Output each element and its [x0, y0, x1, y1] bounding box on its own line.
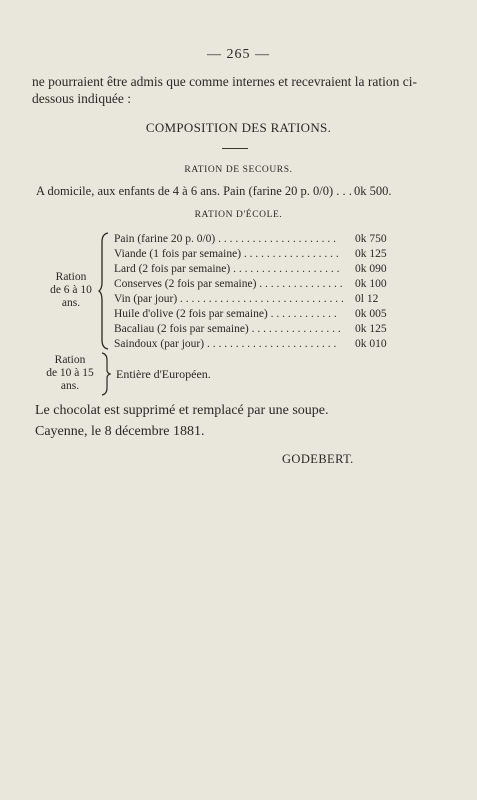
ration-row — [114, 323, 444, 338]
ration-row — [114, 278, 444, 293]
secours-text: A domicile, aux enfants de 4 à 6 ans. Pain (farine 20 p. 0/0) . . . — [36, 184, 352, 198]
ration-row — [114, 263, 444, 278]
ration-item-value: 0l 12 — [355, 293, 379, 305]
ration-item-value: 0k 750 — [355, 233, 387, 245]
section-title: COMPOSITION DES RATIONS. — [145, 120, 332, 135]
ration-row — [114, 308, 444, 323]
group-label-line: de 6 à 10 — [50, 284, 92, 296]
ration-row — [114, 248, 444, 263]
secours-value: 0k 500. — [354, 184, 392, 198]
signature: GODEBERT. — [282, 452, 354, 466]
brace-group-2 — [101, 352, 111, 396]
page-number: — 265 — — [207, 47, 270, 62]
ration-item-label: Lard (2 fois par semaine) . . . . . . . . . . . . . . . . . . . — [114, 263, 340, 275]
group-label-line: ans. — [60, 380, 80, 392]
ecole-heading: RATION D'ÉCOLE. — [194, 210, 283, 220]
ration-item-value: 0k 005 — [355, 308, 387, 320]
secours-heading: RATION DE SECOURS. — [184, 165, 293, 175]
closing-line-1: Le chocolat est supprimé et remplacé par une soupe. — [35, 403, 329, 418]
group-label-6-10 — [46, 271, 96, 310]
brace-group-1 — [98, 232, 110, 350]
group-label-line: Ration — [54, 354, 86, 366]
ration-item-value: 0k 010 — [355, 338, 387, 350]
ration-item-value: 0k 125 — [355, 323, 387, 335]
ration-item-label: Bacaliau (2 fois par semaine) . . . . . . . . . . . . . . . . — [114, 323, 341, 335]
ration-item-label: Pain (farine 20 p. 0/0) . . . . . . . . . . . . . . . . . . . . . — [114, 233, 336, 245]
ration-item-value: 0k 100 — [355, 278, 387, 290]
ration-item-label: Viande (1 fois par semaine) . . . . . . . . . . . . . . . . . — [114, 248, 339, 260]
ration-item-value: 0k 090 — [355, 263, 387, 275]
ration-row — [114, 293, 444, 308]
ration-item-label: Saindoux (par jour) . . . . . . . . . . . . . . . . . . . . . . . — [114, 338, 337, 350]
ration-item-value: 0k 125 — [355, 248, 387, 260]
group-label-line: de 10 à 15 — [46, 367, 94, 379]
ration-item-label: Vin (par jour) . . . . . . . . . . . . . . . . . . . . . . . . . . . . . — [114, 293, 344, 305]
ration-item-label: Huile d'olive (2 fois par semaine) . . . . . . . . . . . . — [114, 308, 337, 320]
group2-text: Entière d'Européen. — [116, 367, 211, 381]
group-label-line: ans. — [61, 297, 81, 309]
closing-line-2: Cayenne, le 8 décembre 1881. — [35, 424, 205, 439]
group-label-line: Ration — [55, 271, 87, 283]
secours-line — [36, 184, 456, 199]
intro-line-1: ne pourraient être admis que comme internes et recevraient la ration ci- — [32, 74, 417, 89]
group-label-10-15 — [40, 354, 100, 393]
ration-row — [114, 233, 444, 248]
title-rule — [222, 148, 248, 149]
ration-row — [114, 338, 444, 353]
ration-item-label: Conserves (2 fois par semaine) . . . . . . . . . . . . . . . — [114, 278, 343, 290]
intro-line-2: dessous indiquée : — [32, 91, 131, 106]
